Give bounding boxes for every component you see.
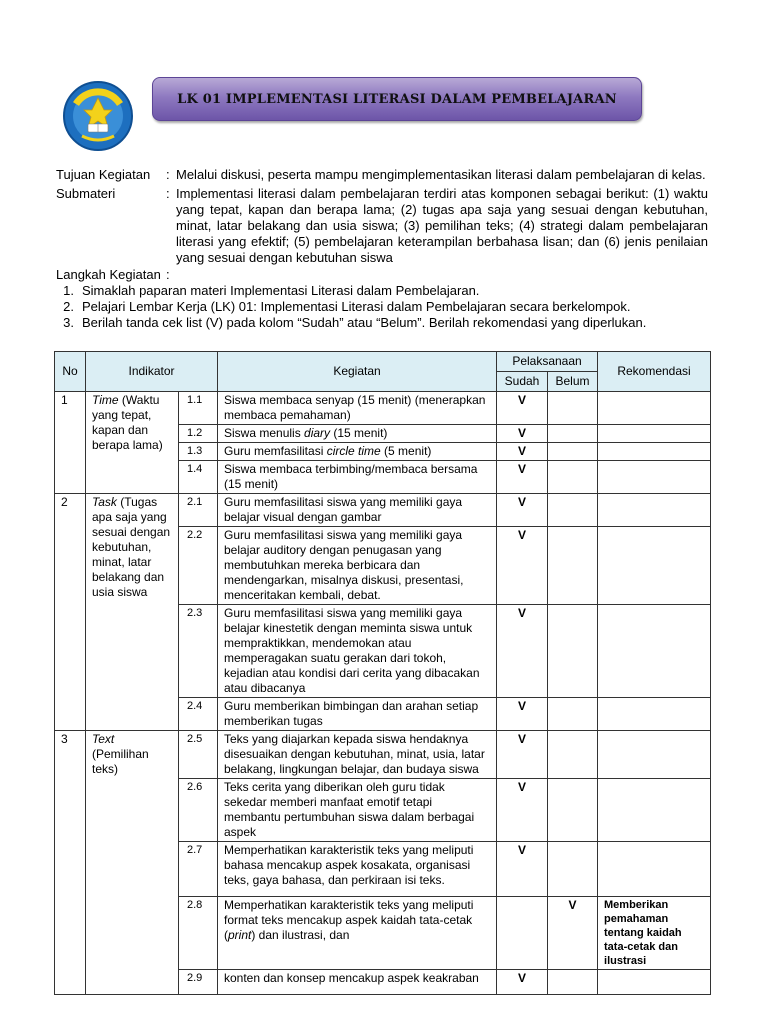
table-row [55, 494, 711, 527]
activity-text: Memperhatikan karakteristik teks yang meliputi format teks mencakup aspek kaidah tata-cetak (print) dan ilustrasi, dan [218, 897, 497, 970]
sudah-check: V [497, 731, 548, 779]
group-indicator: Task (Tugas apa saja yang sesuai dengan kebutuhan, minat, latar belakang dan usia siswa [86, 494, 179, 731]
belum-check [548, 425, 598, 443]
col-header-no: No [55, 352, 86, 392]
recommendation [598, 443, 711, 461]
activity-text: Siswa membaca terbimbing/membaca bersama (15 menit) [218, 461, 497, 494]
sub-number: 2.2 [179, 527, 218, 605]
step-item: 3. Berilah tanda cek list (V) pada kolom “Sudah” atau “Belum”. Berilah rekomendasi yang diperlukan. [63, 315, 647, 330]
belum-check [548, 970, 598, 995]
group-number: 1 [55, 392, 86, 494]
sub-number: 2.3 [179, 605, 218, 698]
sudah-check: V [497, 443, 548, 461]
activity-text: konten dan konsep mencakup aspek keakraban [218, 970, 497, 995]
col-header-indikator: Indikator [86, 352, 218, 392]
sudah-check: V [497, 392, 548, 425]
sudah-check: V [497, 605, 548, 698]
activity-text: Teks yang diajarkan kepada siswa hendaknya disesuaikan dengan kebutuhan, minat, usia, latar belakang, lingkungan belajar, dan budaya siswa [218, 731, 497, 779]
step-item: 2. Pelajari Lembar Kerja (LK) 01: Implementasi Literasi dalam Pembelajaran secara berkelompok. [63, 299, 631, 314]
recommendation [598, 425, 711, 443]
col-header-kegiatan: Kegiatan [218, 352, 497, 392]
col-header-sudah: Sudah [497, 372, 548, 392]
belum-check [548, 392, 598, 425]
activity-text: Guru memfasilitasi circle time (5 menit) [218, 443, 497, 461]
sub-number: 2.9 [179, 970, 218, 995]
belum-check: V [548, 897, 598, 970]
sub-number: 1.4 [179, 461, 218, 494]
activity-text: Guru memfasilitasi siswa yang memiliki gaya belajar visual dengan gambar [218, 494, 497, 527]
sub-number: 2.6 [179, 779, 218, 842]
activity-text: Siswa membaca senyap (15 menit) (menerapkan membaca pemahaman) [218, 392, 497, 425]
group-indicator: Text (Pemilihan teks) [86, 731, 179, 995]
table-row [55, 392, 711, 425]
sudah-check: V [497, 527, 548, 605]
sub-number: 2.7 [179, 842, 218, 897]
langkah-label: Langkah Kegiatan [56, 267, 161, 282]
sub-number: 2.8 [179, 897, 218, 970]
recommendation [598, 527, 711, 605]
sub-number: 1.1 [179, 392, 218, 425]
recommendation [598, 698, 711, 731]
recommendation [598, 494, 711, 527]
belum-check [548, 779, 598, 842]
recommendation [598, 731, 711, 779]
header-row [55, 352, 711, 372]
belum-check [548, 842, 598, 897]
recommendation [598, 842, 711, 897]
activity-text: Guru memberikan bimbingan dan arahan setiap memberikan tugas [218, 698, 497, 731]
recommendation [598, 461, 711, 494]
recommendation: Memberikan pemahaman tentang kaidah tata-cetak dan ilustrasi [598, 897, 711, 970]
sudah-check: V [497, 461, 548, 494]
activity-text: Siswa menulis diary (15 menit) [218, 425, 497, 443]
sudah-check: V [497, 698, 548, 731]
sub-number: 1.3 [179, 443, 218, 461]
recommendation [598, 392, 711, 425]
sub-number: 1.2 [179, 425, 218, 443]
sudah-check: V [497, 779, 548, 842]
belum-check [548, 731, 598, 779]
table-row [55, 731, 711, 779]
recommendation [598, 605, 711, 698]
group-number: 2 [55, 494, 86, 731]
sudah-check: V [497, 970, 548, 995]
document-title: LK 01 IMPLEMENTASI LITERASI DALAM PEMBELAJARAN [177, 91, 617, 107]
belum-check [548, 494, 598, 527]
col-header-belum: Belum [548, 372, 598, 392]
col-header-rekomendasi: Rekomendasi [598, 352, 711, 392]
col-header-pelaksanaan: Pelaksanaan [497, 352, 598, 372]
tujuan-colon: : [166, 167, 170, 182]
activity-text: Guru memfasilitasi siswa yang memiliki gaya belajar auditory dengan penugasan yang membutuhkan mereka berbicara dan mendengarkan, misalnya diskusi, presentasi, menceritakan kembali, debat. [218, 527, 497, 605]
activity-text: Guru memfasilitasi siswa yang memiliki gaya belajar kinestetik dengan meminta siswa untuk mempraktikkan, mendemokan atau memperagakan suatu gerakan dari tokoh, kejadian atau kondisi dari cerita yang dibacakan atau dibacanya [218, 605, 497, 698]
tujuan-value: Melalui diskusi, peserta mampu mengimplementasikan literasi dalam pembelajaran di kelas. [176, 167, 706, 182]
checklist-table [54, 351, 711, 995]
sudah-check: V [497, 425, 548, 443]
langkah-colon: : [166, 267, 170, 282]
submateri-label: Submateri [56, 186, 116, 201]
submateri-value: Implementasi literasi dalam pembelajaran terdiri atas komponen sebagai berikut: (1) waktu yang tepat, kapan dan berapa lama; (2) tugas apa saja yang sesuai dengan kebutuhan, minat, latar belakang dan usia siswa; (3) pemilihan teks; (4) strategi dalam pembelajaran literasi yang efektif; (5) pembelajaran keterampilan berbahasa lisan; dan (6) jenis penilaian yang sesuai dengan kebutuhan siswa [176, 186, 708, 265]
recommendation [598, 779, 711, 842]
belum-check [548, 698, 598, 731]
sudah-check: V [497, 842, 548, 897]
activity-text: Teks cerita yang diberikan oleh guru tidak sekedar memberi manfaat emotif tetapi membantu pertumbuhan siswa dalam berbagai aspek [218, 779, 497, 842]
tut-wuri-handayani-logo [62, 80, 134, 152]
step-item: 1. Simaklah paparan materi Implementasi Literasi dalam Pembelajaran. [63, 283, 480, 298]
step-list [56, 283, 716, 331]
activity-text: Memperhatikan karakteristik teks yang meliputi bahasa mencakup aspek kosakata, organisasi teks, gaya bahasa, dan perkiraan isi teks. [218, 842, 497, 897]
sub-number: 2.5 [179, 731, 218, 779]
group-indicator: Time (Waktu yang tepat, kapan dan berapa lama) [86, 392, 179, 494]
belum-check [548, 461, 598, 494]
sub-number: 2.4 [179, 698, 218, 731]
belum-check [548, 443, 598, 461]
sudah-check: V [497, 494, 548, 527]
tujuan-label: Tujuan Kegiatan [56, 167, 151, 182]
belum-check [548, 605, 598, 698]
recommendation [598, 970, 711, 995]
sudah-check [497, 897, 548, 970]
belum-check [548, 527, 598, 605]
sub-number: 2.1 [179, 494, 218, 527]
title-banner [152, 77, 642, 121]
group-number: 3 [55, 731, 86, 995]
submateri-colon: : [166, 186, 170, 201]
